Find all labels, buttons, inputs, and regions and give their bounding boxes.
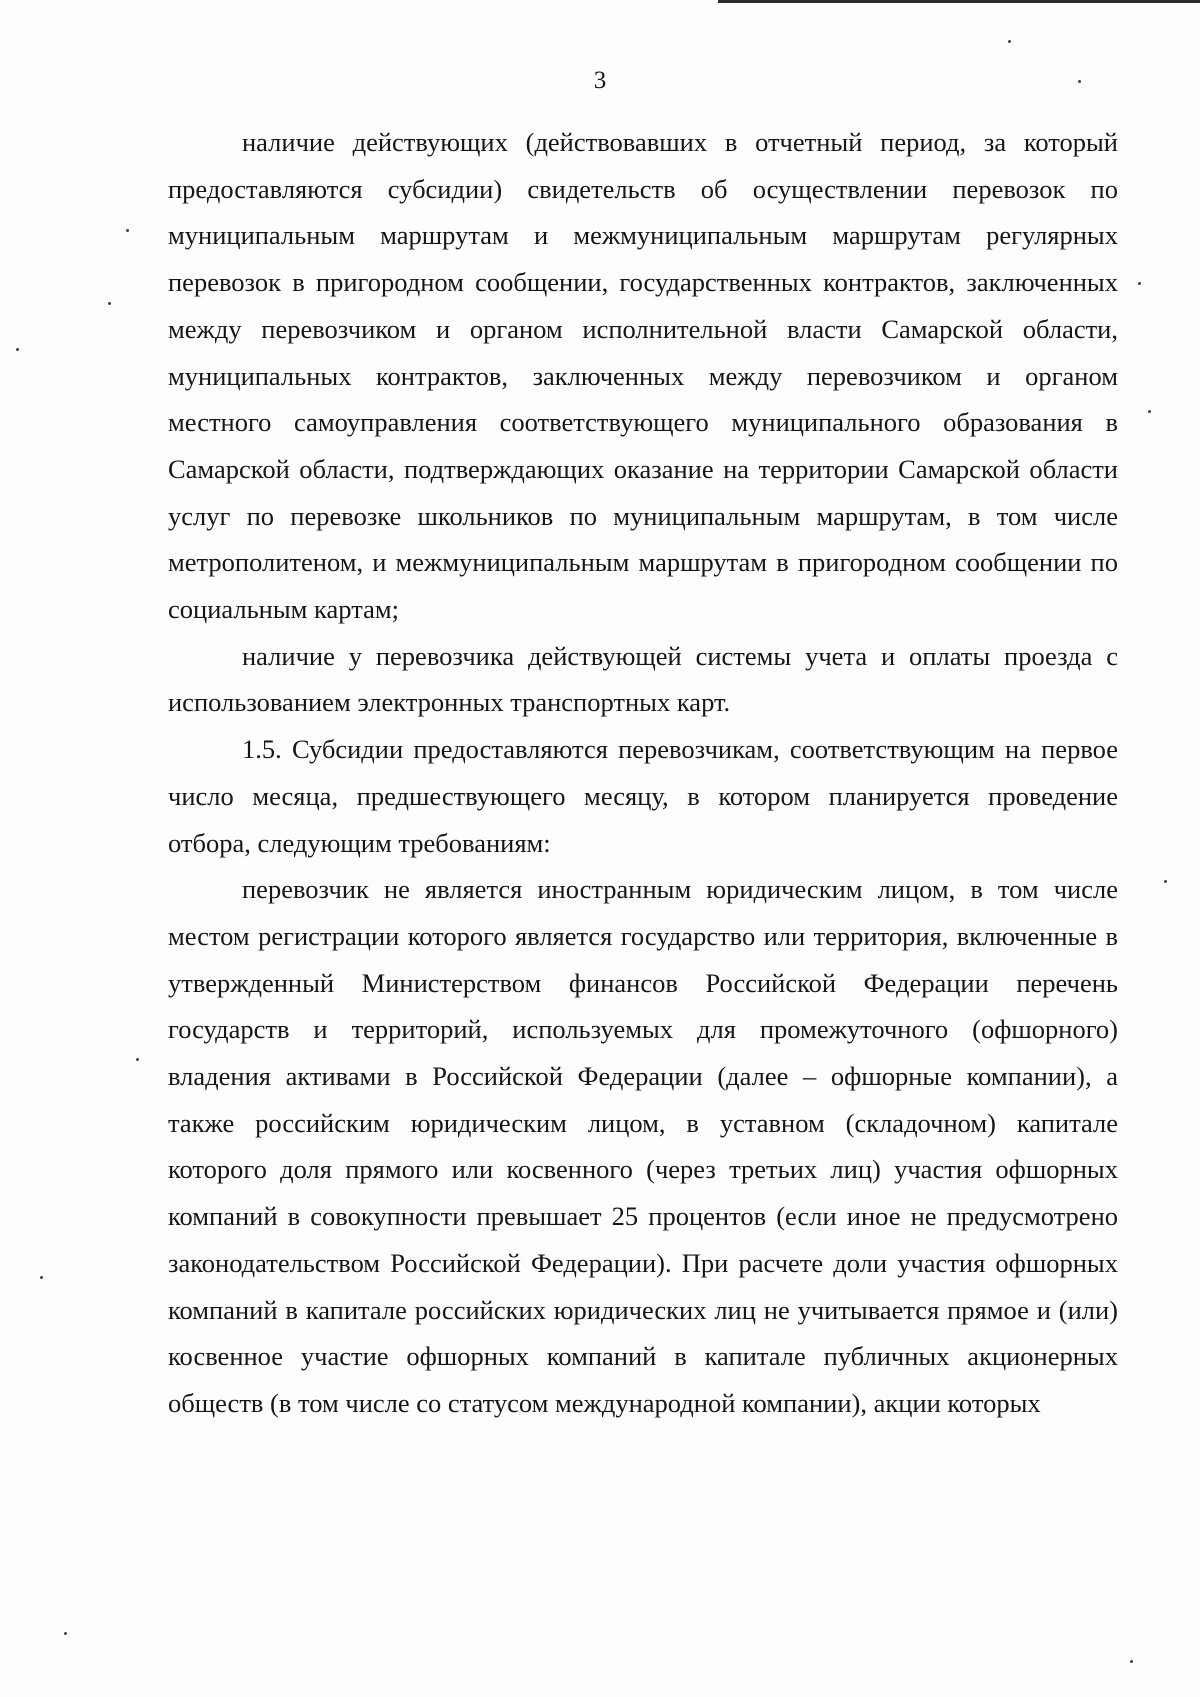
top-edge-rule	[718, 0, 1200, 3]
paragraph-offshore-requirement: перевозчик не является иностранным юридическим лицом, в том числе местом регистрации которого является государство или территория, включенные в утвержденный Министерством финансов Российской Федерации перечень государств и территорий, используемых для промежуточного (офшорного) владения активами в Российской Федерации (далее – офшорные компании), а также российским юридическим лицом, в уставном (складочном) капитале которого доля прямого или косвенного (через третьих лиц) участия офшорных компаний в совокупности превышает 25 процентов (если иное не предусмотрено законодательством Российской Федерации). При расчете доли участия офшорных компаний в капитале российских юридических лиц не учитывается прямое и (или) косвенное участие офшорных компаний в капитале публичных акционерных обществ (в том числе со статусом международной компании), акции которых	[168, 874, 1118, 1418]
scan-speck	[64, 1632, 67, 1635]
scan-speck	[1130, 1660, 1133, 1663]
page-number: 3	[593, 67, 607, 94]
scan-speck	[1078, 80, 1081, 83]
scan-speck	[136, 1058, 139, 1061]
scan-speck	[16, 348, 19, 351]
scan-speck	[1164, 880, 1167, 883]
paragraph-certificates: наличие действующих (действовавших в отчетный период, за который предоставляются субсидии) свидетельств об осуществлении перевозок по муниципальным маршрутам и межмуниципальным маршрутам регулярных перевозок в пригородном сообщении, государственных контрактов, заключенных между перевозчиком и органом исполнительной власти Самарской области, муниципальных контрактов, заключенных между перевозчиком и органом местного самоуправления соответствующего муниципального образования в Самарской области, подтверждающих оказание на территории Самарской области услуг по перевозке школьников по муниципальным маршрутам, в том числе метрополитеном, и межмуниципальным маршрутам в пригородном сообщении по социальным картам;	[168, 127, 1118, 625]
scan-speck	[108, 302, 111, 305]
paragraph-clause-1-5: 1.5. Субсидии предоставляются перевозчикам, соответствующим на первое число месяца, предшествующего месяцу, в котором планируется проведение отбора, следующим требованиям:	[168, 734, 1118, 858]
scan-speck	[1008, 40, 1011, 43]
scan-speck	[1138, 282, 1141, 285]
scan-speck	[40, 1276, 43, 1279]
scan-speck	[1148, 410, 1151, 413]
document-body	[168, 119, 1118, 1427]
scan-speck	[126, 229, 129, 232]
paragraph-ticket-system: наличие у перевозчика действующей системы учета и оплаты проезда с использованием электронных транспортных карт.	[168, 640, 1118, 718]
